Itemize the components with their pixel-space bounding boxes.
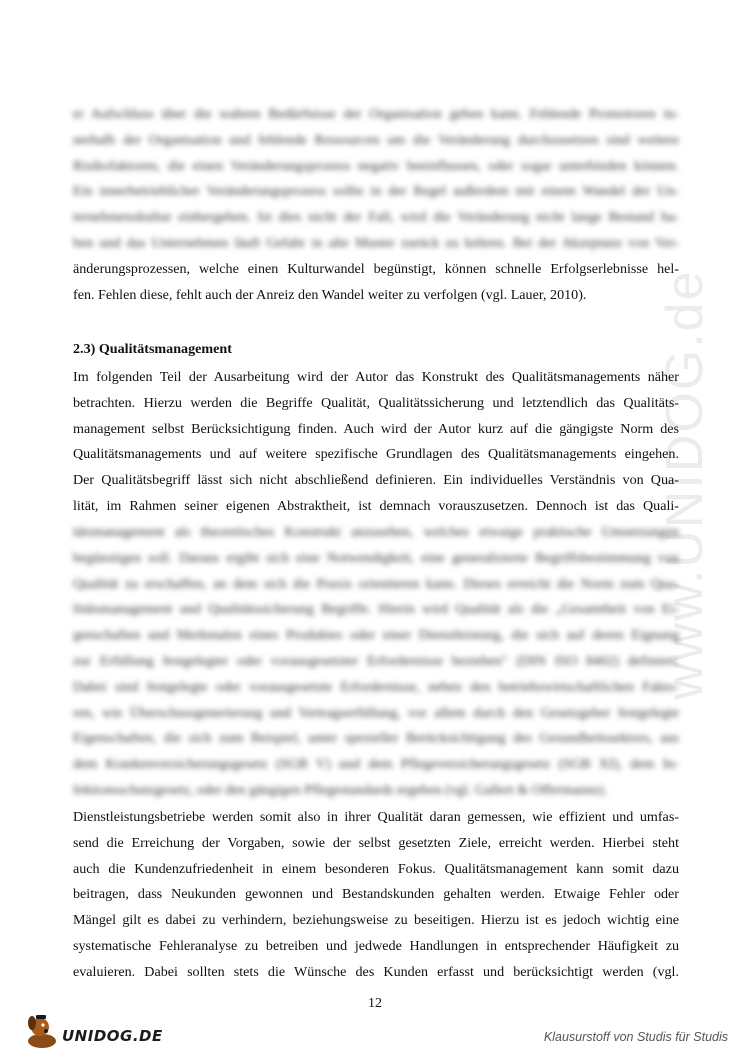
text-line: Ein innerbetrieblicher Veränderungsprozess sollte in der Regel außerdem mit einem Wandel der Un- bbox=[73, 183, 679, 200]
text-line: dem Krankenversicherungsgesetz (SGB V) und dem Pflegeversicherungsgesetz (SGB XI), dem In- bbox=[73, 756, 679, 773]
text-line: beitragen, dass Neukunden gewonnen und Bestandskunden gehalten werden. Etwaige Fehler oder bbox=[73, 886, 679, 903]
section-heading: 2.3) Qualitätsmanagement bbox=[73, 341, 232, 357]
text-line: Qualität zu erschaffen, an dem sich die Praxis orientieren kann. Dieses erreicht die Norm zum Qua- bbox=[73, 575, 679, 592]
text-line: auch die Kundenzufriedenheit in einem besonderen Fokus. Qualitätsmanagement kann somit dazu bbox=[73, 860, 679, 877]
logo-text: UNIDOG.DE bbox=[62, 1027, 163, 1045]
text-line: evaluieren. Dabei sollten stets die Wünsche des Kunden erfasst und berücksichtigt werden (vgl. bbox=[73, 963, 679, 980]
text-line: genschaften und Merkmalen eines Produktes oder einer Dienstleistung, die sich auf deren Eignung bbox=[73, 627, 679, 644]
text-line: Risikofaktoren, die einen Veränderungsprozess negativ beeinflussen, oder sogar unterbinden können. bbox=[73, 157, 679, 174]
text-line: zur Erfüllung festgelegter oder vorausgesetzter Erfordernisse beziehen" (DIN ISO 8402) definiert. bbox=[73, 652, 679, 669]
text-line: ben und das Unternehmen läuft Gefahr in alte Muster zurück zu kehren. Bei der Akzeptanz von Ver- bbox=[73, 234, 679, 251]
clear-bottom-paragraph bbox=[73, 805, 679, 986]
text-line: send die Erreichung der Vorgaben, sowie der selbst gesetzten Ziele, erreicht werden. Hierbei steht bbox=[73, 834, 679, 851]
text-line: Dabei sind festgelegte oder vorausgesetzte Erfordernisse, neben den betriebswirtschaftlichen Fakto- bbox=[73, 678, 679, 695]
text-line: Im folgenden Teil der Ausarbeitung wird der Autor das Konstrukt des Qualitätsmanagements näher bbox=[73, 369, 679, 385]
dog-icon bbox=[22, 1011, 64, 1051]
footer-tagline: Klausurstoff von Studis für Studis bbox=[543, 1030, 728, 1044]
text-line: litätsmanagement und Qualitätssicherung Begriffe. Hierin wird Qualität als die „Gesamtheit von Ei- bbox=[73, 601, 679, 618]
text-line: lität, im Rahmen seiner eigenen Abstraktheit, ist demnach vorauszusetzen. Dennoch ist das Quali- bbox=[73, 497, 679, 514]
text-line: management selbst Berücksichtigung finden. Auch wird der Autor kurz auf die gängigste Norm des bbox=[73, 420, 679, 437]
section-intro-paragraph bbox=[73, 365, 679, 520]
text-line: Dienstleistungsbetriebe werden somit also in ihrer Qualität daran gemessen, wie effizient und umfas- bbox=[73, 809, 679, 825]
text-line: Mängel gilt es dabei zu verhindern, beziehungsweise zu beseitigen. Hierzu ist es jedoch wichtig eine bbox=[73, 912, 679, 929]
watermark: www.UNIDOG.de bbox=[656, 269, 714, 700]
text-line: er Aufschluss über die wahren Bedürfnisse der Organisation geben kann. Fehlende Promotoren in- bbox=[73, 106, 679, 122]
text-line: nerhalb der Organisation und fehlende Ressourcen um die Veränderung durchzusetzen sind weitere bbox=[73, 131, 679, 148]
blurred-top-paragraph bbox=[73, 102, 679, 257]
text-line: fen. Fehlen diese, fehlt auch der Anreiz den Wandel weiter zu verfolgen (vgl. Lauer, 2010). bbox=[73, 286, 587, 303]
text-line: fektionsschutzgesetz, oder den gängigen Pflegestandards ergeben (vgl. Gallert & Offermanns). bbox=[73, 781, 608, 798]
page-number: 12 bbox=[368, 996, 382, 1011]
text-line: ternehmenskultur einhergehen. Ist dies nicht der Fall, wird die Veränderung nicht lange Bestand ha- bbox=[73, 209, 679, 226]
text-line: Der Qualitätsbegriff lässt sich nicht abschließend definieren. Ein individuelles Verständnis von Qua- bbox=[73, 472, 679, 489]
blurred-middle-paragraph bbox=[73, 520, 679, 804]
text-line: ren, wie Überschussgenerierung und Vertragserfüllung, vor allem durch den Gesetzgeber festgelegte bbox=[73, 704, 679, 721]
clear-top-paragraph bbox=[73, 257, 679, 309]
text-line: Eigenschaften, die sich zum Beispiel, unter spezieller Berücksichtigung des Gesundheitssektors, aus bbox=[73, 730, 679, 747]
text-line: systematische Fehleranalyse zu betreiben und jedwede Handlungen in entsprechender Häufigkeit zu bbox=[73, 937, 679, 954]
text-line: tätsmanagement als theoretisches Konstrukt anzusehen, welches etwaige praktische Umsetzungen bbox=[73, 524, 679, 540]
unidog-logo[interactable] bbox=[22, 1011, 163, 1051]
text-line: Qualitätsmanagements und auf weitere spezifische Grundlagen des Qualitätsmanagements eingehen. bbox=[73, 446, 679, 463]
text-line: begünstigen soll. Daraus ergibt sich eine Notwendigkeit, eine generalisierte Begriffsbestimmung von bbox=[73, 549, 679, 566]
text-line: betrachten. Hierzu werden die Begriffe Qualität, Qualitätssicherung und letztendlich das Qualitäts- bbox=[73, 394, 679, 411]
text-line: änderungsprozessen, welche einen Kulturwandel begünstigt, können schnelle Erfolgserlebnisse hel- bbox=[73, 261, 679, 277]
